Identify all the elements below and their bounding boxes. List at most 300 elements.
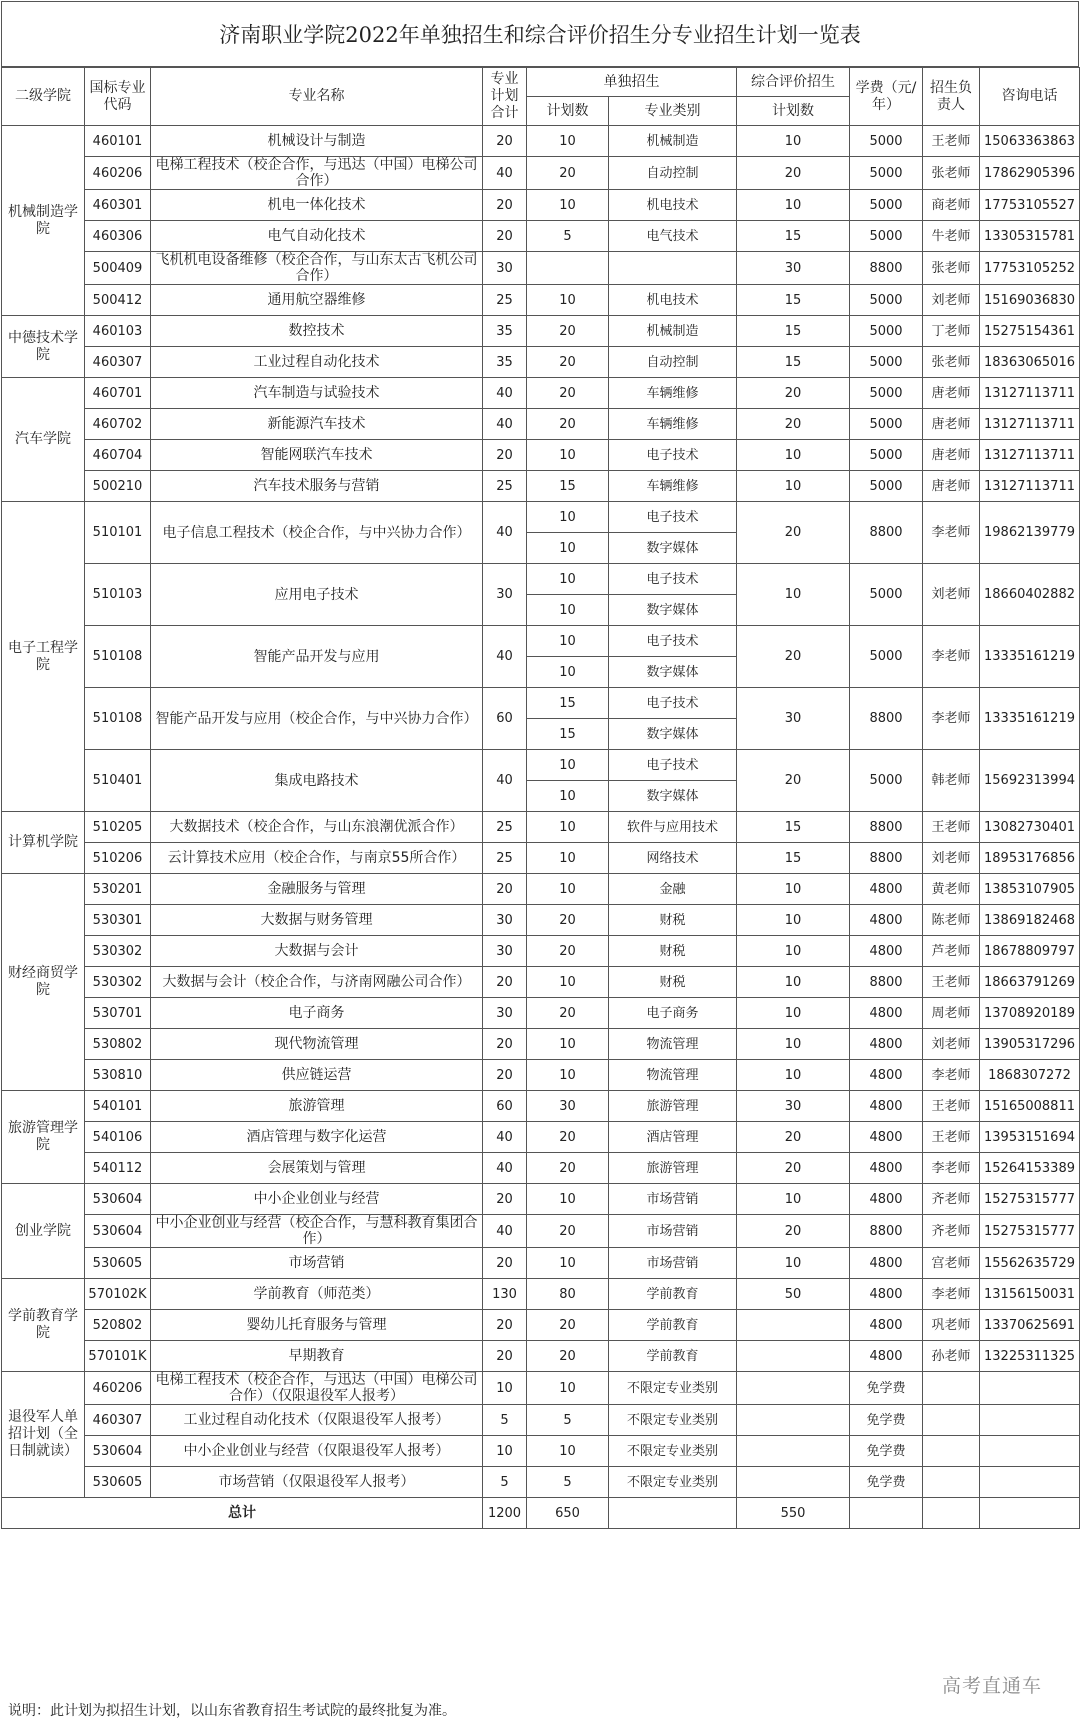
single-type: 学前教育 xyxy=(609,1310,737,1341)
major-name: 电子信息工程技术（校企合作，与中兴协力合作） xyxy=(151,502,483,564)
header-total-plan: 专业计划合计 xyxy=(483,68,527,126)
college-cell: 退役军人单招计划（全日制就读） xyxy=(2,1372,85,1498)
major-total: 25 xyxy=(483,471,527,502)
major-code: 530301 xyxy=(85,905,151,936)
contact-person: 王老师 xyxy=(923,1091,980,1122)
totals-empty xyxy=(850,1498,923,1529)
single-plan: 20 xyxy=(527,936,609,967)
tuition-fee: 8800 xyxy=(850,812,923,843)
major-total: 40 xyxy=(483,378,527,409)
single-plan: 10 xyxy=(527,781,609,812)
major-name: 婴幼儿托育服务与管理 xyxy=(151,1310,483,1341)
contact-phone: 13708920189 xyxy=(980,998,1080,1029)
tuition-fee: 8800 xyxy=(850,1215,923,1248)
header-contact-person: 招生负责人 xyxy=(923,68,980,126)
contact-person xyxy=(923,1436,980,1467)
major-name: 中小企业创业与经营 xyxy=(151,1184,483,1215)
single-type: 自动控制 xyxy=(609,347,737,378)
comp-plan: 20 xyxy=(737,1215,850,1248)
table-row xyxy=(2,1372,1080,1405)
major-total: 20 xyxy=(483,1060,527,1091)
contact-phone: 15169036830 xyxy=(980,285,1080,316)
major-code: 460307 xyxy=(85,347,151,378)
tuition-fee: 4800 xyxy=(850,1153,923,1184)
contact-phone: 18363065016 xyxy=(980,347,1080,378)
table-row xyxy=(2,812,1080,843)
totals-total: 1200 xyxy=(483,1498,527,1529)
comp-plan: 10 xyxy=(737,1029,850,1060)
college-cell: 旅游管理学院 xyxy=(2,1091,85,1184)
page-title: 济南职业学院2022年单独招生和综合评价招生分专业招生计划一览表 xyxy=(1,1,1079,67)
major-code: 530604 xyxy=(85,1184,151,1215)
contact-phone: 18678809797 xyxy=(980,936,1080,967)
table-row xyxy=(2,252,1080,285)
single-plan: 10 xyxy=(527,812,609,843)
footnote: 说明：此计划为拟招生计划，以山东省教育招生考试院的最终批复为准。 xyxy=(8,1703,456,1719)
contact-person: 张老师 xyxy=(923,347,980,378)
comp-plan: 50 xyxy=(737,1279,850,1310)
single-plan: 10 xyxy=(527,626,609,657)
single-type: 不限定专业类别 xyxy=(609,1467,737,1498)
contact-person: 李老师 xyxy=(923,1279,980,1310)
major-total: 20 xyxy=(483,221,527,252)
single-type: 市场营销 xyxy=(609,1248,737,1279)
tuition-fee: 5000 xyxy=(850,564,923,626)
contact-person: 黄老师 xyxy=(923,874,980,905)
single-type: 机电技术 xyxy=(609,285,737,316)
single-plan: 5 xyxy=(527,1405,609,1436)
totals-empty xyxy=(609,1498,737,1529)
major-code: 530302 xyxy=(85,936,151,967)
major-code: 530302 xyxy=(85,967,151,998)
comp-plan xyxy=(737,1436,850,1467)
single-type: 物流管理 xyxy=(609,1060,737,1091)
major-name: 旅游管理 xyxy=(151,1091,483,1122)
comp-plan: 30 xyxy=(737,688,850,750)
table-row xyxy=(2,502,1080,533)
major-name: 工业过程自动化技术（仅限退役军人报考） xyxy=(151,1405,483,1436)
contact-phone xyxy=(980,1436,1080,1467)
table-row xyxy=(2,1248,1080,1279)
single-plan: 10 xyxy=(527,564,609,595)
single-type: 电子技术 xyxy=(609,502,737,533)
major-code: 570101K xyxy=(85,1341,151,1372)
totals-single: 650 xyxy=(527,1498,609,1529)
major-name: 汽车制造与试验技术 xyxy=(151,378,483,409)
single-plan: 10 xyxy=(527,533,609,564)
contact-person: 陈老师 xyxy=(923,905,980,936)
contact-person: 刘老师 xyxy=(923,1029,980,1060)
contact-phone: 13082730401 xyxy=(980,812,1080,843)
contact-phone: 18953176856 xyxy=(980,843,1080,874)
single-plan xyxy=(527,252,609,285)
major-total: 40 xyxy=(483,409,527,440)
major-total: 5 xyxy=(483,1467,527,1498)
contact-phone: 13335161219 xyxy=(980,688,1080,750)
contact-phone: 13953151694 xyxy=(980,1122,1080,1153)
enrollment-plan-table xyxy=(1,67,1080,1529)
major-total: 40 xyxy=(483,1122,527,1153)
major-name: 现代物流管理 xyxy=(151,1029,483,1060)
tuition-fee: 4800 xyxy=(850,1029,923,1060)
table-row xyxy=(2,843,1080,874)
single-plan: 10 xyxy=(527,1029,609,1060)
header-college: 二级学院 xyxy=(2,68,85,126)
contact-person: 唐老师 xyxy=(923,471,980,502)
contact-phone: 15275315777 xyxy=(980,1184,1080,1215)
single-plan: 20 xyxy=(527,998,609,1029)
major-code: 500210 xyxy=(85,471,151,502)
major-code: 530201 xyxy=(85,874,151,905)
major-total: 30 xyxy=(483,936,527,967)
major-code: 460702 xyxy=(85,409,151,440)
tuition-fee: 4800 xyxy=(850,936,923,967)
major-name: 机电一体化技术 xyxy=(151,190,483,221)
contact-phone: 15063363863 xyxy=(980,126,1080,157)
tuition-fee: 5000 xyxy=(850,285,923,316)
major-total: 35 xyxy=(483,347,527,378)
contact-person: 韩老师 xyxy=(923,750,980,812)
tuition-fee: 免学费 xyxy=(850,1467,923,1498)
contact-phone: 13127113711 xyxy=(980,440,1080,471)
tuition-fee: 8800 xyxy=(850,502,923,564)
major-total: 40 xyxy=(483,502,527,564)
major-code: 530605 xyxy=(85,1467,151,1498)
contact-person: 李老师 xyxy=(923,688,980,750)
table-row xyxy=(2,967,1080,998)
contact-phone: 13905317296 xyxy=(980,1029,1080,1060)
contact-person: 李老师 xyxy=(923,1153,980,1184)
contact-person: 牛老师 xyxy=(923,221,980,252)
comp-plan: 10 xyxy=(737,905,850,936)
header-single: 单独招生 xyxy=(527,68,737,97)
table-row xyxy=(2,1060,1080,1091)
major-name: 集成电路技术 xyxy=(151,750,483,812)
college-cell: 中德技术学院 xyxy=(2,316,85,378)
single-type: 不限定专业类别 xyxy=(609,1436,737,1467)
table-row xyxy=(2,126,1080,157)
major-total: 20 xyxy=(483,190,527,221)
contact-person: 周老师 xyxy=(923,998,980,1029)
comp-plan: 20 xyxy=(737,157,850,190)
major-name: 市场营销（仅限退役军人报考） xyxy=(151,1467,483,1498)
single-plan: 20 xyxy=(527,1310,609,1341)
single-plan: 20 xyxy=(527,157,609,190)
comp-plan: 30 xyxy=(737,252,850,285)
contact-person: 丁老师 xyxy=(923,316,980,347)
major-name: 市场营销 xyxy=(151,1248,483,1279)
major-total: 10 xyxy=(483,1436,527,1467)
comp-plan: 30 xyxy=(737,1091,850,1122)
contact-phone: 13869182468 xyxy=(980,905,1080,936)
comp-plan: 10 xyxy=(737,1248,850,1279)
major-name: 电梯工程技术（校企合作，与迅达（中国）电梯公司合作）（仅限退役军人报考） xyxy=(151,1372,483,1405)
major-name: 大数据与财务管理 xyxy=(151,905,483,936)
college-cell: 汽车学院 xyxy=(2,378,85,502)
major-total: 20 xyxy=(483,1341,527,1372)
single-plan: 10 xyxy=(527,1248,609,1279)
college-cell: 电子工程学院 xyxy=(2,502,85,812)
contact-phone xyxy=(980,1405,1080,1436)
single-type: 电子技术 xyxy=(609,440,737,471)
major-code: 530701 xyxy=(85,998,151,1029)
major-code: 510205 xyxy=(85,812,151,843)
major-name: 数控技术 xyxy=(151,316,483,347)
comp-plan: 20 xyxy=(737,1122,850,1153)
major-name: 早期教育 xyxy=(151,1341,483,1372)
contact-person: 李老师 xyxy=(923,502,980,564)
major-name: 电子商务 xyxy=(151,998,483,1029)
major-code: 460103 xyxy=(85,316,151,347)
single-type: 财税 xyxy=(609,936,737,967)
comp-plan: 10 xyxy=(737,998,850,1029)
single-plan: 10 xyxy=(527,285,609,316)
table-row xyxy=(2,1029,1080,1060)
table-row xyxy=(2,1436,1080,1467)
contact-phone: 17753105527 xyxy=(980,190,1080,221)
tuition-fee: 8800 xyxy=(850,688,923,750)
single-plan: 5 xyxy=(527,221,609,252)
contact-phone: 13127113711 xyxy=(980,409,1080,440)
single-type: 机械制造 xyxy=(609,316,737,347)
major-total: 25 xyxy=(483,812,527,843)
major-code: 500412 xyxy=(85,285,151,316)
major-total: 20 xyxy=(483,440,527,471)
major-total: 20 xyxy=(483,874,527,905)
major-total: 20 xyxy=(483,1310,527,1341)
totals-label: 总计 xyxy=(2,1498,483,1529)
single-plan: 10 xyxy=(527,1060,609,1091)
single-type: 财税 xyxy=(609,905,737,936)
major-name: 机械设计与制造 xyxy=(151,126,483,157)
totals-empty xyxy=(923,1498,980,1529)
contact-phone: 13853107905 xyxy=(980,874,1080,905)
contact-person: 刘老师 xyxy=(923,285,980,316)
single-plan: 20 xyxy=(527,1341,609,1372)
table-row xyxy=(2,626,1080,657)
contact-person xyxy=(923,1372,980,1405)
table-row xyxy=(2,378,1080,409)
single-plan: 20 xyxy=(527,378,609,409)
major-name: 电梯工程技术（校企合作，与迅达（中国）电梯公司合作） xyxy=(151,157,483,190)
comp-plan xyxy=(737,1310,850,1341)
comp-plan: 10 xyxy=(737,967,850,998)
table-row xyxy=(2,998,1080,1029)
single-plan: 10 xyxy=(527,595,609,626)
contact-person: 刘老师 xyxy=(923,843,980,874)
tuition-fee: 8800 xyxy=(850,967,923,998)
major-name: 汽车技术服务与营销 xyxy=(151,471,483,502)
header-fee: 学费（元/年） xyxy=(850,68,923,126)
contact-phone: 17862905396 xyxy=(980,157,1080,190)
tuition-fee: 4800 xyxy=(850,1184,923,1215)
major-code: 510206 xyxy=(85,843,151,874)
major-name: 智能产品开发与应用（校企合作，与中兴协力合作） xyxy=(151,688,483,750)
major-code: 520802 xyxy=(85,1310,151,1341)
single-plan: 15 xyxy=(527,688,609,719)
major-total: 40 xyxy=(483,1215,527,1248)
table-row xyxy=(2,190,1080,221)
contact-phone: 19862139779 xyxy=(980,502,1080,564)
table-row xyxy=(2,750,1080,781)
contact-person: 唐老师 xyxy=(923,409,980,440)
single-plan: 20 xyxy=(527,905,609,936)
single-type: 车辆维修 xyxy=(609,378,737,409)
single-type xyxy=(609,252,737,285)
major-name: 大数据技术（校企合作，与山东浪潮优派合作） xyxy=(151,812,483,843)
major-name: 中小企业创业与经营（仅限退役军人报考） xyxy=(151,1436,483,1467)
table-row xyxy=(2,471,1080,502)
single-type: 数字媒体 xyxy=(609,657,737,688)
major-total: 10 xyxy=(483,1372,527,1405)
major-code: 530810 xyxy=(85,1060,151,1091)
major-code: 460206 xyxy=(85,157,151,190)
major-code: 530604 xyxy=(85,1215,151,1248)
tuition-fee: 4800 xyxy=(850,1060,923,1091)
single-type: 机电技术 xyxy=(609,190,737,221)
single-type: 车辆维修 xyxy=(609,471,737,502)
single-type: 机械制造 xyxy=(609,126,737,157)
single-type: 自动控制 xyxy=(609,157,737,190)
major-name: 云计算技术应用（校企合作，与南京55所合作） xyxy=(151,843,483,874)
major-name: 飞机机电设备维修（校企合作，与山东太古飞机公司合作） xyxy=(151,252,483,285)
contact-phone: 15562635729 xyxy=(980,1248,1080,1279)
header-comp-plan: 计划数 xyxy=(737,97,850,126)
single-plan: 10 xyxy=(527,843,609,874)
comp-plan: 10 xyxy=(737,936,850,967)
single-plan: 10 xyxy=(527,750,609,781)
major-code: 530605 xyxy=(85,1248,151,1279)
contact-phone: 15692313994 xyxy=(980,750,1080,812)
major-code: 510101 xyxy=(85,502,151,564)
table-row xyxy=(2,1405,1080,1436)
table-row xyxy=(2,1310,1080,1341)
comp-plan: 20 xyxy=(737,409,850,440)
tuition-fee: 4800 xyxy=(850,1310,923,1341)
tuition-fee: 5000 xyxy=(850,409,923,440)
tuition-fee: 5000 xyxy=(850,378,923,409)
comp-plan: 10 xyxy=(737,471,850,502)
comp-plan xyxy=(737,1372,850,1405)
college-cell: 学前教育学院 xyxy=(2,1279,85,1372)
comp-plan: 10 xyxy=(737,190,850,221)
tuition-fee: 5000 xyxy=(850,347,923,378)
major-code: 510103 xyxy=(85,564,151,626)
table-row xyxy=(2,688,1080,719)
major-code: 540106 xyxy=(85,1122,151,1153)
major-total: 20 xyxy=(483,1248,527,1279)
table-row xyxy=(2,1153,1080,1184)
major-code: 570102K xyxy=(85,1279,151,1310)
single-plan: 5 xyxy=(527,1467,609,1498)
major-code: 460701 xyxy=(85,378,151,409)
single-type: 网络技术 xyxy=(609,843,737,874)
contact-person: 张老师 xyxy=(923,252,980,285)
table-row xyxy=(2,1341,1080,1372)
college-cell: 机械制造学院 xyxy=(2,126,85,316)
table-row xyxy=(2,157,1080,190)
tuition-fee: 4800 xyxy=(850,1091,923,1122)
table-row xyxy=(2,1184,1080,1215)
comp-plan: 15 xyxy=(737,347,850,378)
tuition-fee: 4800 xyxy=(850,1248,923,1279)
college-cell: 计算机学院 xyxy=(2,812,85,874)
major-total: 20 xyxy=(483,967,527,998)
tuition-fee: 5000 xyxy=(850,190,923,221)
contact-phone: 15275315777 xyxy=(980,1215,1080,1248)
major-total: 30 xyxy=(483,905,527,936)
contact-person: 王老师 xyxy=(923,126,980,157)
major-name: 供应链运营 xyxy=(151,1060,483,1091)
major-code: 460306 xyxy=(85,221,151,252)
single-type: 数字媒体 xyxy=(609,719,737,750)
table-row xyxy=(2,1467,1080,1498)
tuition-fee: 4800 xyxy=(850,874,923,905)
major-total: 20 xyxy=(483,126,527,157)
single-type: 电子商务 xyxy=(609,998,737,1029)
single-type: 旅游管理 xyxy=(609,1153,737,1184)
contact-phone: 15264153389 xyxy=(980,1153,1080,1184)
table-row xyxy=(2,874,1080,905)
major-code: 530604 xyxy=(85,1436,151,1467)
major-name: 酒店管理与数字化运营 xyxy=(151,1122,483,1153)
major-total: 25 xyxy=(483,285,527,316)
single-plan: 15 xyxy=(527,719,609,750)
contact-person: 王老师 xyxy=(923,967,980,998)
major-total: 25 xyxy=(483,843,527,874)
comp-plan: 15 xyxy=(737,812,850,843)
single-type: 电子技术 xyxy=(609,750,737,781)
single-type: 市场营销 xyxy=(609,1184,737,1215)
major-name: 智能网联汽车技术 xyxy=(151,440,483,471)
single-type: 电气技术 xyxy=(609,221,737,252)
comp-plan: 15 xyxy=(737,221,850,252)
single-type: 学前教育 xyxy=(609,1279,737,1310)
comp-plan: 20 xyxy=(737,626,850,688)
table-row xyxy=(2,1091,1080,1122)
single-plan: 20 xyxy=(527,1122,609,1153)
contact-phone: 13127113711 xyxy=(980,378,1080,409)
single-type: 财税 xyxy=(609,967,737,998)
comp-plan: 15 xyxy=(737,285,850,316)
single-type: 学前教育 xyxy=(609,1341,737,1372)
major-name: 学前教育（师范类） xyxy=(151,1279,483,1310)
totals-row xyxy=(2,1498,1080,1529)
tuition-fee: 5000 xyxy=(850,126,923,157)
single-type: 数字媒体 xyxy=(609,595,737,626)
contact-phone xyxy=(980,1467,1080,1498)
single-plan: 10 xyxy=(527,502,609,533)
major-name: 智能产品开发与应用 xyxy=(151,626,483,688)
contact-person: 齐老师 xyxy=(923,1215,980,1248)
tuition-fee: 8800 xyxy=(850,843,923,874)
major-total: 60 xyxy=(483,1091,527,1122)
major-total: 5 xyxy=(483,1405,527,1436)
single-plan: 10 xyxy=(527,1184,609,1215)
comp-plan xyxy=(737,1405,850,1436)
tuition-fee: 5000 xyxy=(850,221,923,252)
comp-plan: 10 xyxy=(737,1060,850,1091)
contact-person: 孙老师 xyxy=(923,1341,980,1372)
major-code: 460301 xyxy=(85,190,151,221)
single-type: 物流管理 xyxy=(609,1029,737,1060)
contact-phone: 13305315781 xyxy=(980,221,1080,252)
header-phone: 咨询电话 xyxy=(980,68,1080,126)
single-type: 旅游管理 xyxy=(609,1091,737,1122)
table-row xyxy=(2,905,1080,936)
comp-plan: 15 xyxy=(737,316,850,347)
major-total: 20 xyxy=(483,1184,527,1215)
